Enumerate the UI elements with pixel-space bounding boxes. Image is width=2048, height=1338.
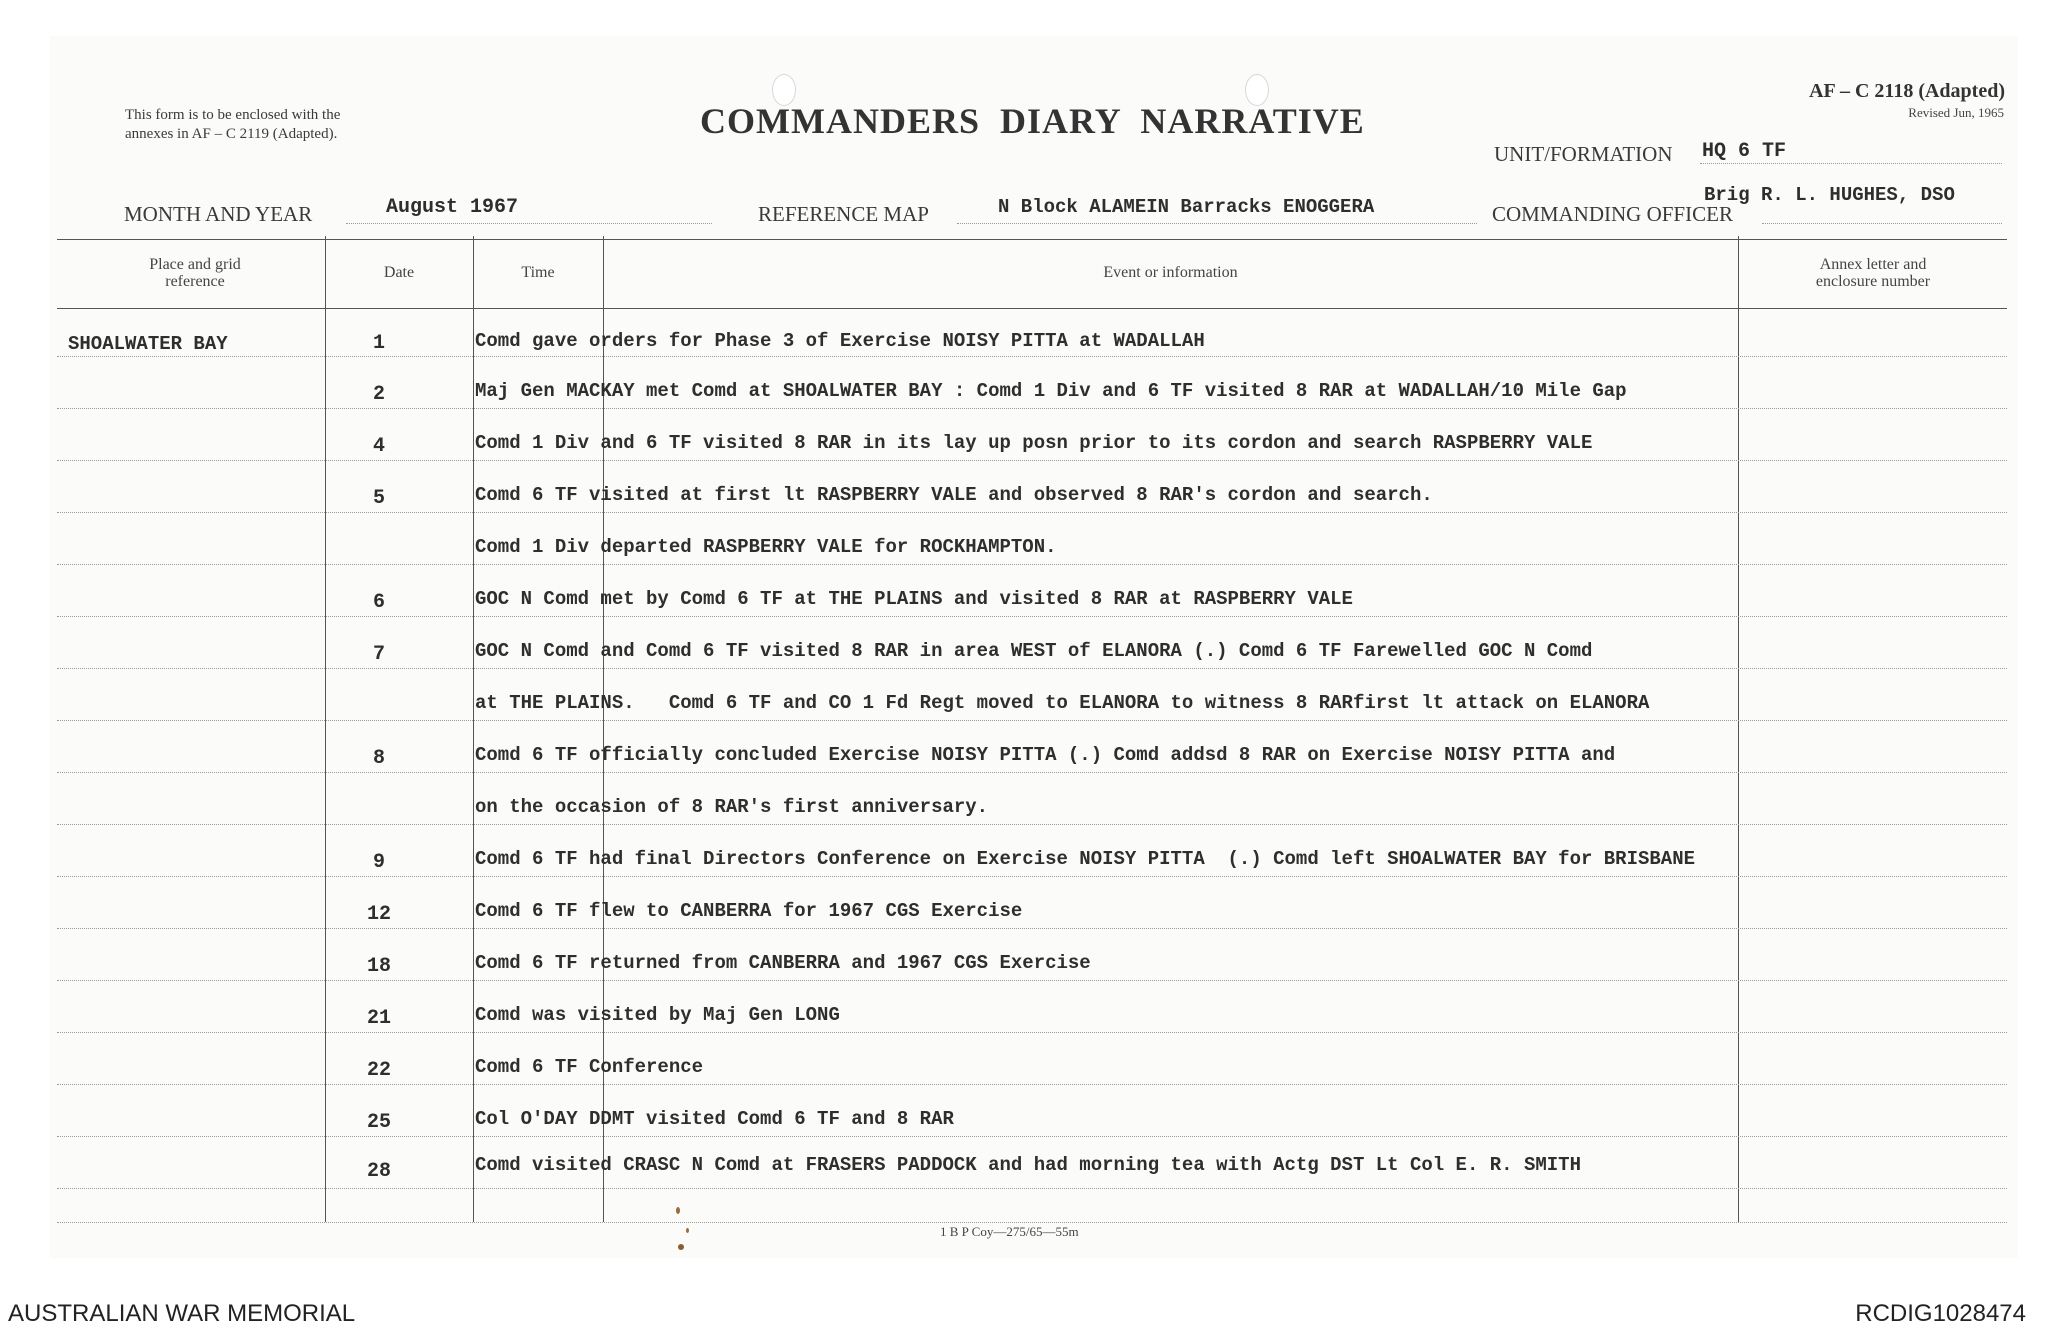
entry-date: 12 [366,903,391,926]
entry-text: Comd 6 TF visited at first lt RASPBERRY VALE and observed 8 RAR's cordon and search. [475,484,1433,506]
row-rule [57,876,2007,877]
entry-text: Comd visited CRASC N Comd at FRASERS PADDOCK and had morning tea with Actg DST Lt Col E. R. SMITH [475,1154,1581,1176]
entry-text: Comd 1 Div and 6 TF visited 8 RAR in its lay up posn prior to its cordon and search RASPBERRY VALE [475,432,1593,454]
commanding-officer-underline [1762,223,2002,224]
entry-text: on the occasion of 8 RAR's first anniversary. [475,796,989,818]
form-number: AF – C 2118 (Adapted) [1809,80,2005,102]
table-header-rule [57,308,2007,309]
commanding-officer-value: Brig R. L. HUGHES, DSO [1704,184,1955,206]
row-rule [57,668,2007,669]
row-rule [57,980,2007,981]
entry-date: 1 [372,332,385,355]
entry-text: Col O'DAY DDMT visited Comd 6 TF and 8 RAR [475,1108,954,1130]
row-rule [57,772,2007,773]
entry-date: 8 [372,747,385,770]
entry-place: SHOALWATER BAY [68,333,228,355]
entry-date: 25 [366,1111,391,1134]
row-rule [57,1032,2007,1033]
revised-date: Revised Jun, 1965 [1908,105,2004,120]
entry-text: Comd 6 TF returned from CANBERRA and 1967 CGS Exercise [475,952,1091,974]
row-rule [57,356,2007,357]
unit-formation-value: HQ 6 TF [1702,140,1787,163]
form-note-line-1: This form is to be enclosed with the [125,107,341,123]
entry-text: Comd was visited by Maj Gen LONG [475,1004,840,1026]
column-header-event: Event or information [1103,264,1238,281]
column-header-place-line-2: reference [165,273,225,290]
date-column-divider [325,236,326,1222]
entry-text: Comd 6 TF flew to CANBERRA for 1967 CGS Exercise [475,900,1023,922]
annex-column-divider [1738,236,1739,1222]
paper-stain [678,1244,684,1250]
column-header-annex [1738,256,2008,290]
archive-id: RCDIG1028474 [1855,1300,2026,1327]
printer-imprint: 1 B P Coy—275/65—55m [940,1224,1079,1239]
row-rule [57,1084,2007,1085]
entry-date: 4 [372,435,385,458]
row-rule [57,460,2007,461]
entry-date: 22 [366,1059,391,1082]
paper-stain [686,1228,689,1233]
row-rule [57,1188,2007,1189]
entry-date: 5 [372,487,385,510]
reference-map-label: REFERENCE MAP [758,202,929,226]
row-rule [57,616,2007,617]
entry-date: 6 [372,591,385,614]
row-rule [57,928,2007,929]
archive-credit: AUSTRALIAN WAR MEMORIAL [8,1300,356,1327]
entry-text: Comd gave orders for Phase 3 of Exercise NOISY PITTA at WADALLAH [475,330,1205,352]
entry-text: Comd 6 TF Conference [475,1056,704,1078]
row-rule [57,408,2007,409]
month-year-value: August 1967 [386,196,519,219]
form-note [125,106,340,144]
entry-text: Maj Gen MACKAY met Comd at SHOALWATER BAY : Comd 1 Div and 6 TF visited 8 RAR at WADALLAH/10 Mile Gap [475,380,1627,402]
row-rule [57,1222,2007,1223]
entry-date: 18 [366,955,391,978]
reference-map-value: N Block ALAMEIN Barracks ENOGGERA [998,196,1375,218]
row-rule [57,824,2007,825]
entry-text: GOC N Comd and Comd 6 TF visited 8 RAR in area WEST of ELANORA (.) Comd 6 TF Farewelled GOC N Comd [475,640,1593,662]
entry-date: 7 [372,643,385,666]
reference-map-underline [957,223,1477,224]
column-header-time: Time [521,264,555,281]
entry-text: Comd 6 TF had final Directors Conference on Exercise NOISY PITTA (.) Comd left SHOALWATER BAY for BRISBANE [475,848,1695,870]
entry-date: 21 [366,1007,391,1030]
entry-text: Comd 6 TF officially concluded Exercise NOISY PITTA (.) Comd addsd 8 RAR on Exercise NOISY PITTA and [475,744,1616,766]
month-year-underline [346,223,712,224]
row-rule [57,1136,2007,1137]
unit-formation-underline [1700,163,2002,164]
column-header-place-line-1: Place and grid [149,256,241,273]
entry-date: 9 [372,851,385,874]
commanding-officer-label: COMMANDING OFFICER [1492,202,1733,226]
entry-date: 28 [366,1160,391,1183]
unit-formation-label: UNIT/FORMATION [1494,142,1673,166]
form-note-line-2: annexes in AF – C 2119 (Adapted). [125,126,338,142]
row-rule [57,720,2007,721]
entry-text: at THE PLAINS. Comd 6 TF and CO 1 Fd Regt moved to ELANORA to witness 8 RARfirst lt attack on ELANORA [475,692,1650,714]
table-top-rule [57,239,2007,240]
entry-text: GOC N Comd met by Comd 6 TF at THE PLAINS and visited 8 RAR at RASPBERRY VALE [475,588,1353,610]
row-rule [57,564,2007,565]
column-header-annex-line-1: Annex letter and [1819,256,1927,273]
row-rule [57,512,2007,513]
month-year-label: MONTH AND YEAR [124,202,313,226]
entry-text: Comd 1 Div departed RASPBERRY VALE for ROCKHAMPTON. [475,536,1057,558]
column-header-place [100,256,290,290]
column-header-annex-line-2: enclosure number [1815,273,1931,290]
entry-date: 2 [372,383,385,406]
paper-stain [676,1207,680,1214]
column-header-date: Date [383,264,415,281]
time-column-divider [473,236,474,1222]
page-title: COMMANDERS DIARY NARRATIVE [700,101,1365,141]
